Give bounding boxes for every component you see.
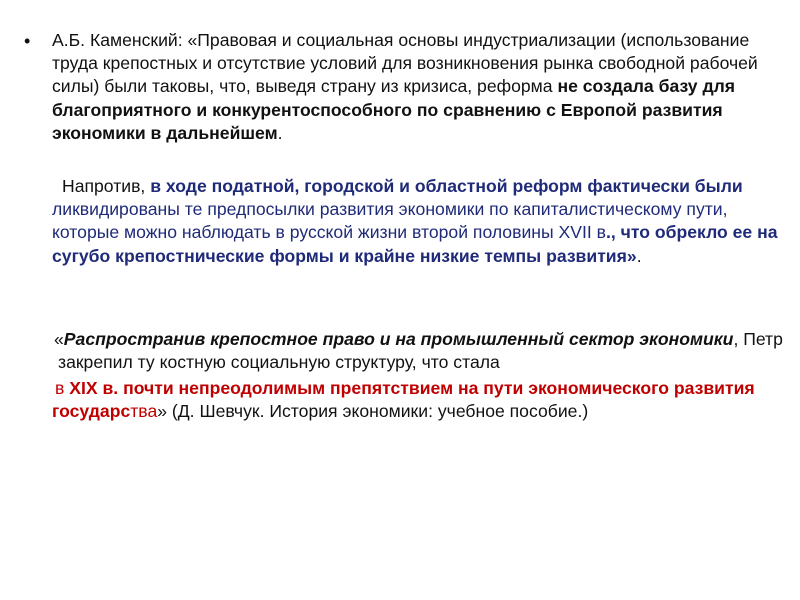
- bullet-marker: •: [24, 31, 31, 51]
- shevchuk-bold-red: XIX в. почти непреодолимым препятствием на пути экономического развития государс: [52, 378, 755, 422]
- peter-quote-open: «: [54, 329, 64, 349]
- shevchuk-red-end: тва: [130, 401, 158, 422]
- reforms-period: .: [636, 245, 642, 266]
- paragraph-reforms: [52, 175, 780, 268]
- shevchuk-citation: » (Д. Шевчук. История экономики: учебное пособие.): [157, 401, 589, 422]
- reforms-intro: Напротив,: [62, 176, 151, 196]
- reforms-bold-text: в ходе податной, городской и областной реформ фактически были: [150, 176, 743, 196]
- reforms-navy-text: ликвидированы те предпосылки развития экономики по капиталистическому пути, которые можно наблюдать в русской жизни второй половины XVII в: [52, 199, 728, 243]
- reforms-bold-end: ., что обрекло ее на сугубо крепостнические формы и крайне низкие темпы развития»: [52, 222, 778, 266]
- paragraph-kamensky: [52, 29, 780, 145]
- peter-text: , Петр закрепил ту костную социальную структуру, что стала: [58, 329, 783, 373]
- kamensky-bold-text: не создала базу для благоприятного и конкурентоспособного по сравнению с Европой развития экономики в дальнейшем: [52, 76, 736, 143]
- peter-italic-text: Распространив крепостное право и на промышленный сектор экономики: [63, 329, 734, 349]
- paragraph-shevchuk: [52, 377, 780, 423]
- kamensky-text: А.Б. Каменский: «Правовая и социальная основы индустриализации (использование труда крепостных и отсутствие условий для возникновения рынка свободной рабочей силы) были таковы, что, выведя страну из кризиса, реформа: [52, 30, 758, 97]
- kamensky-end: .: [277, 122, 283, 143]
- shevchuk-prefix: в: [55, 378, 70, 398]
- paragraph-peter: [54, 328, 786, 374]
